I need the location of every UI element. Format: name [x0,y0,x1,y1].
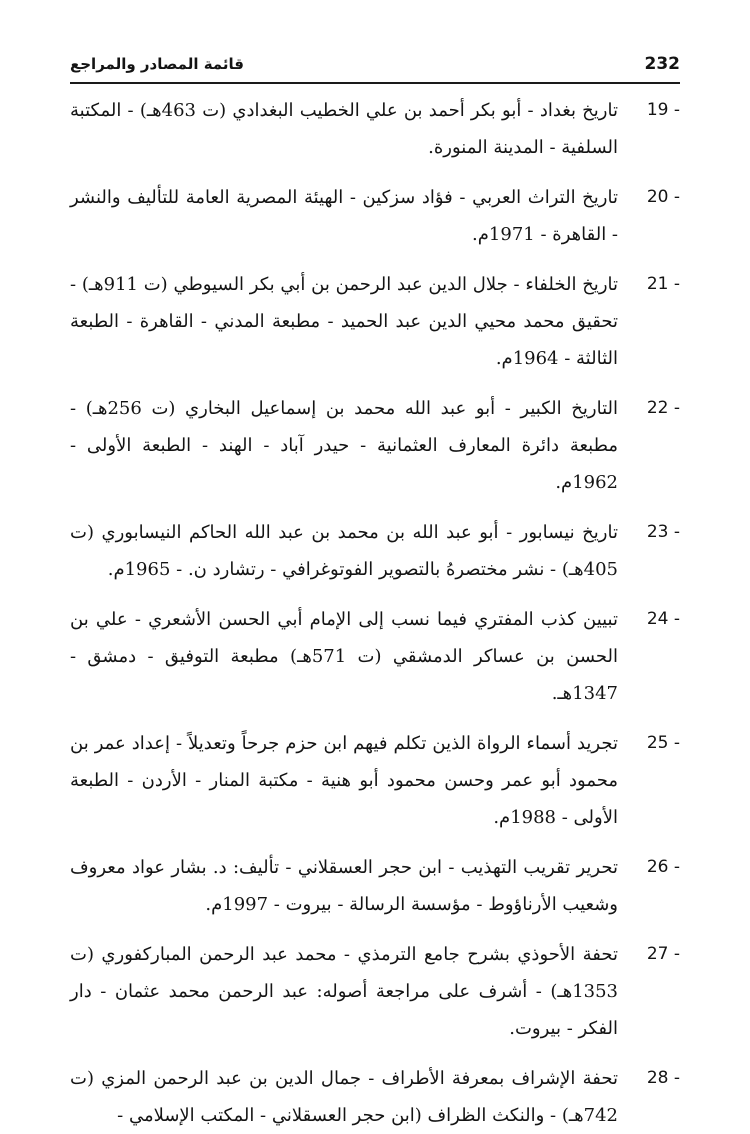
entry-number: 23 - [646,522,680,542]
entry-text: تحفة الأحوذي بشرح جامع الترمذي - محمد عبد الرحمن المباركفوري (ت 1353هـ) - أشرف على مراجعة أصوله: عبد الرحمن محمد عثمان - دار الفكر - بيروت. [70,944,618,1039]
entry-text: تاريخ بغداد - أبو بكر أحمد بن علي الخطيب البغدادي (ت 463هـ) - المكتبة السلفية - المدينة المنورة. [70,100,618,158]
entry-number: 24 - [646,609,680,629]
entry-text: تاريخ التراث العربي - فؤاد سزكين - الهيئة المصرية العامة للتأليف والنشر - القاهرة - 1971م. [70,187,618,245]
entry-number: 25 - [646,733,680,753]
bibliography-entry-20 [70,179,680,253]
page-header [70,50,680,84]
entry-number: 19 - [646,100,680,120]
entry-text: التاريخ الكبير - أبو عبد الله محمد بن إسماعيل البخاري (ت 256هـ) - مطبعة دائرة المعارف العثمانية - حيدر آباد - الهند - الطبعة الأولى - 1962م. [70,398,618,493]
entry-text: تبيين كذب المفتري فيما نسب إلى الإمام أبي الحسن الأشعري - علي بن الحسن بن عساكر الدمشقي (ت 571هـ) مطبعة التوفيق - دمشق - 1347هـ. [70,609,618,704]
entry-number: 27 - [646,944,680,964]
bibliography-entry-23 [70,514,680,588]
entry-number: 26 - [646,857,680,877]
bibliography-entry-22 [70,390,680,501]
entry-number: 28 - [646,1068,680,1088]
page-number: 232 [644,54,680,74]
bibliography-entry-19 [70,92,680,166]
document-page [70,50,680,1126]
bibliography-list [70,92,680,1134]
entry-text: تحفة الإشراف بمعرفة الأطراف - جمال الدين بن عبد الرحمن المزي (ت 742هـ) - والنكث الظراف (ابن حجر العسقلاني - المكتب الإسلامي - [70,1068,618,1126]
bibliography-entry-28 [70,1060,680,1134]
entry-text: تاريخ الخلفاء - جلال الدين عبد الرحمن بن أبي بكر السيوطي (ت 911هـ) - تحقيق محمد محيي الدين عبد الحميد - مطبعة المدني - القاهرة - الطبعة الثالثة - 1964م. [70,274,619,369]
entry-number: 22 - [646,398,680,418]
entry-text: تاريخ نيسابور - أبو عبد الله بن محمد بن عبد الله الحاكم النيسابوري (ت 405هـ) - نشر مختصرهُ بالتصوير الفوتوغرافي - رتشارد ن. - 1965م. [70,522,618,580]
bibliography-entry-25 [70,725,680,836]
bibliography-entry-21 [70,266,680,377]
bibliography-entry-26 [70,849,680,923]
bibliography-entry-27 [70,936,680,1047]
entry-number: 21 - [646,274,680,294]
entry-text: تحرير تقريب التهذيب - ابن حجر العسقلاني - تأليف: د. بشار عواد معروف وشعيب الأرناؤوط - مؤسسة الرسالة - بيروت - 1997م. [70,857,618,915]
entry-text: تجريد أسماء الرواة الذين تكلم فيهم ابن حزم جرحاً وتعديلاً - إعداد عمر بن محمود أبو عمر وحسن محمود أبو هنية - مكتبة المنار - الأردن - الطبعة الأولى - 1988م. [70,733,618,828]
running-title: قائمة المصادر والمراجع [70,55,244,73]
entry-number: 20 - [646,187,680,207]
bibliography-entry-24 [70,601,680,712]
